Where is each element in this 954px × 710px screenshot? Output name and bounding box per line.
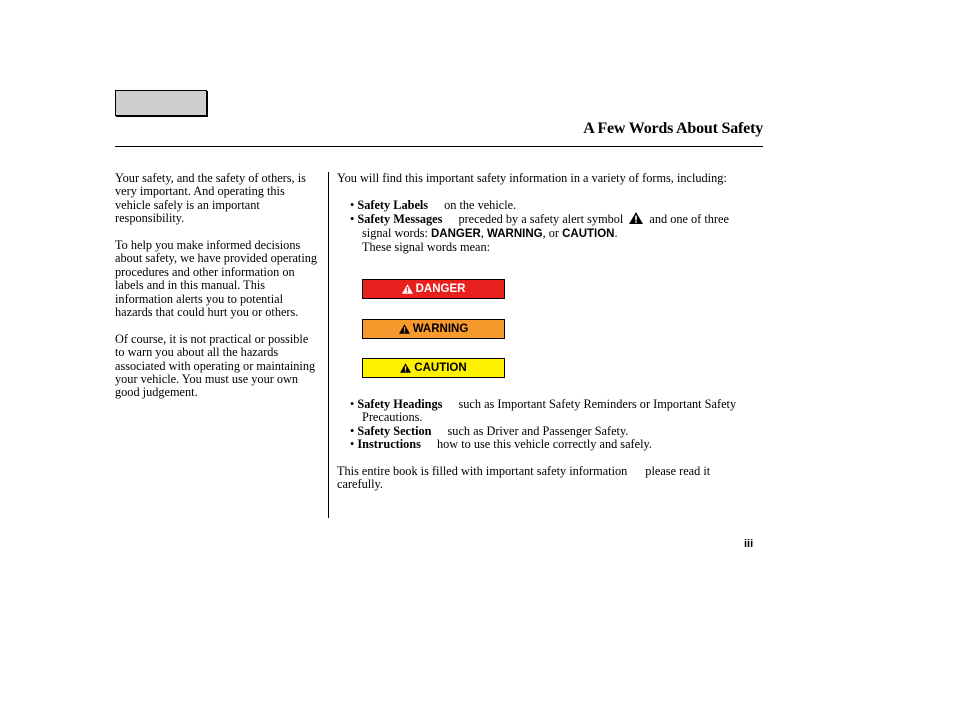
list-item: • Safety Messages preceded by a safety alert symbol and one of three signal words: DANGER, WARNING, or CAUTION. [350,212,729,240]
list-item-text-continued: and one of three signal words: [362,212,729,240]
list-item-term: Instructions [357,437,421,452]
list-item-term: Safety Section [357,423,432,438]
danger-label [362,279,505,299]
signal-word-danger: DANGER [431,227,481,240]
nav-tab-box[interactable] [115,90,207,116]
left-column [115,172,320,413]
closing-text-part1: This entire book is filled with important safety information [337,464,628,478]
list-item: • Safety Section such as Driver and Passenger Safety. [350,423,629,438]
danger-alert-icon [402,284,413,294]
list-item: • Safety Headings such as Important Safety Reminders or Important Safety Precautions. [350,397,737,425]
page-title: A Few Words About Safety [583,120,763,137]
list-item-term: Safety Labels [357,197,429,212]
list-item: • Instructions how to use this vehicle correctly and safely. [350,437,652,452]
right-column [337,172,757,254]
list-item-text: how to use this vehicle correctly and safely. [436,437,652,452]
list-item-text: such as Important Safety Reminders or Important Safety Precautions. [362,397,737,425]
list-item-text: such as Driver and Passenger Safety. [447,423,629,438]
caution-label-text: CAUTION [414,362,467,374]
closing-text-part2: please read it carefully. [337,464,711,492]
safety-alert-icon [629,212,643,224]
page-number: iii [744,538,754,550]
list-item-text: preceded by a safety alert symbol [458,212,624,227]
forms-intro: You will find this important safety information in a variety of forms, including: [337,171,727,185]
title-divider [115,146,763,147]
column-divider [328,172,329,518]
informed-decisions-paragraph: To help you make informed decisions about safety, we have provided operating procedures and other information on labels and in this manual. This information alerts you to potential hazards that could hurt you or others. [115,238,318,320]
danger-label-text: DANGER [415,283,466,295]
signal-words-meaning: These signal words mean: [362,240,491,255]
list-item: • Safety Labels on the vehicle. [350,197,517,212]
signal-word-caution: CAUTION [562,227,615,240]
list-item-text: on the vehicle. [444,197,517,212]
warning-alert-icon [399,324,410,334]
warning-label-text: WARNING [412,323,469,335]
list-item-term: Safety Headings [357,397,443,411]
safety-forms-list-lower [337,398,757,452]
list-item-term: Safety Messages [357,212,443,227]
signal-word-warning: WARNING [487,227,543,240]
safety-forms-list [337,199,757,241]
intro-paragraph: Your safety, and the safety of others, is very important. And operating this vehicle safely is an important responsibility. [115,171,306,226]
caution-label [362,358,505,378]
caution-alert-icon [400,363,411,373]
warning-label [362,319,505,339]
judgement-paragraph: Of course, it is not practical or possible to warn you about all the hazards associated with operating or maintaining your vehicle. You must use your own good judgement. [115,331,316,400]
closing-paragraph [337,465,757,492]
